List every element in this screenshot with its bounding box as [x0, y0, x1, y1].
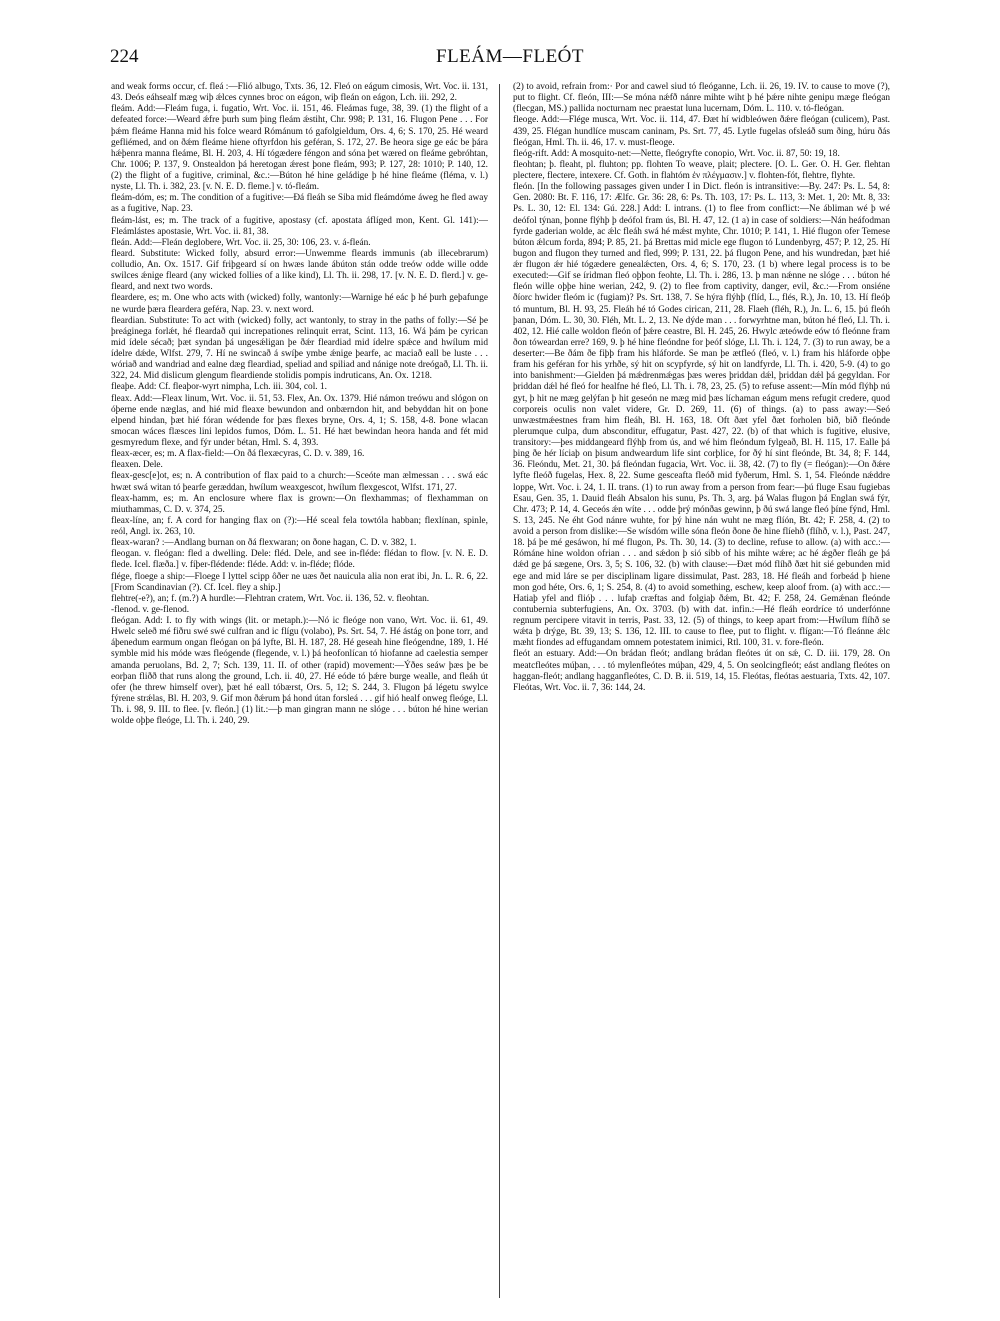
left-column	[111, 82, 488, 1307]
dictionary-entry: -flenod. v. ge-flenod.	[111, 604, 190, 615]
dictionary-entry: fleógan. Add: I. to fly with wings (lit. or metaph.):—Nó ic fleóge non vano, Wrt. Voc. ii. 61, 49. Hwelc seleð mé fiðru swé swé culfran and ic flígu (volabo), Ps. Srt. 54, 7. Hé ástág on þone torr, and áþenedum earmum ongan fleógan on þá lyfte, Bl. H. 187, 28. Hé geseah hine fleógendne, 189, 1. Hé symble mid his móde wæs fleógende (flegende, v. l.) þá heofonlícan tó hiofanne ad caelestia semper amanda peruolans, Bd. 2, 7; Sch. 139, 11. II. of other (rapid) movement:—Ýðes seáw þæs þe be eorþan fliðð that runs along the ground, Lch. ii. 40, 27. Hé eóde tó þǽre burge wealle, and fleáh út ofer (he threw himself over), þæt hé eall tóbærst, Ors. 5, 12; S. 244, 3. Flugon þá légetu swylce fýrene strǽlas, Bl. H. 203, 9. Gif mon ðǽrum þá hond útan forsleá . . . gif hió healf onweg fleóge, Ll. Th. i. 98, 9. III. to flee. [v. fleón.] (1) lit.:—þ man gingran mann ne slóge . . . búton hé hine werian wolde oþþe fleóge, Ll. Th. i. 240, 29.	[111, 616, 488, 727]
dictionary-entry: fleardere, es; m. One who acts with (wicked) folly, wantonly:—Warnige hé eác þ hé þurh geþafunge ne wurde þæra fleardera geféra, Nap. 23. v. next word.	[111, 293, 488, 315]
dictionary-entry: fleóg-rift. Add: A mosquito-net:—Nette, fleógryfte conopio, Wrt. Voc. ii. 87, 50: 19, 18.	[513, 148, 840, 159]
dictionary-entry: fleax-æcer, es; m. A flax-field:—On ðá flexæcyras, C. D. v. 389, 16.	[111, 449, 365, 460]
dictionary-entry: fleám-dóm, es; m. The condition of a fugitive:—Ðá fleáh se Siba mid fleámdóme áweg he fled away as a fugitive, Nap. 23.	[111, 193, 488, 215]
page-header	[110, 46, 910, 72]
dictionary-entry: flége, floege a ship:—Floege I lyttel scipp ôðer ne uæs ðet nauicula alia non erat ibi, Jn. L. R. 6, 22. [From Scandinavian (?). Cf. Icel. fley a ship.]	[111, 571, 488, 593]
dictionary-entry: fleohtan; þ. fleaht, pl. fluhton; pp. flohten To weave, plait; plectere. [O. L. Ger. O. H. Ger. flehtan plectere, flectere, intexere. Cf. Goth. in flahtóm ἐν πλέγμασιν.] v. flohten-fót, flehtre, flyhte.	[513, 159, 890, 181]
dictionary-entry: fleax-gesc[e]ot, es; n. A contribution of flax paid to a church:—Sceóte man ælmessan . . . swá eác hwæt swá witan tó þearfe geræddan, hwílum weaxgescot, hwílum flexgescot, Wlfst. 171, 27.	[111, 471, 488, 493]
dictionary-entry: fleax-hamm, es; m. An enclosure where flax is grown:—On flexhammas; of flexhamman on miuthammas, C. D. v. 374, 25.	[111, 493, 488, 515]
dictionary-entry: fleard. Substitute: Wicked folly, absurd error:—Unwemme fleards immunis (ab illecebrarum) colludio, An. Ox. 1517. Gif friþgeard sí on hwæs lande ábúton stán odde treów odde wille odde swilces ǽnige fleard (any wicked follies of a like kind), Ll. Th. ii. 298, 17. [v. N. E. D. flerd.] v. ge-fleard, and next two words.	[111, 248, 488, 293]
dictionary-entry: fleax-waran? :—Andlang burnan on ðá flexwaran; on ðone hagan, C. D. v. 382, 1.	[111, 538, 417, 549]
dictionary-entry: fleaþe. Add: Cf. fleaþor-wyrt nimpha, Lch. iii. 304, col. 1.	[111, 382, 327, 393]
dictionary-entry: fleax-líne, an; f. A cord for hanging flax on (?):—Hé sceal fela towtóla habban; flexlínan, spinle, reól, Angl. ix. 263, 10.	[111, 515, 488, 537]
right-column	[513, 82, 890, 1307]
dictionary-entry: fleón. [In the following passages given under I in Dict. fleón is intransitive:—By. 247: Ps. L. 54, 8: Gen. 2080: Bt. F. 116, 17: Ælfc. Gr. 36: 28, 6: Ps. Th. 103, 17: Ps. L. 113, 3: Met. 1, 20: Mt. 8, 33: Ps. L. 30, 12: El. 134: Gú. 228.] Add: I. intrans. (1) to flee from conflict:—Ne ábliman wé þ wé deófol týnan, þonne flýhþ þ deófol fram ús, Bl. H. 47, 12. (1 a) in case of soldiers:—Nán heáfodman fyrde gaderian wolde, ac ǽlc fleáh swá hé mǽst myhte, Chr. 1010; P. 141, 1. Hié flugon ofer Temese búton ǽlcum forda, 894; P. 85, 21. þá Brettas mid micle ege flugon tó Lundenbyrg, 457; P. 12, 25. Hí bugon and flugon they turned and fled, 999; P. 131, 22. þá flugon Pene, and his wundredan, þæt hié ǽr flugon ǽr hié tógædere genealǽcten, Ors. 4, 6; S. 170, 23. (1 b) where legal process is to be executed:—Gif se íridman fleó oþþon feohte, Ll. Th. i. 286, 13. þ man nǽnne ne slóge . . . búton hé fleón wille oþþe hine werian, 242, 9. (2) to flee from captivity, danger, evil, &c.:—From onsiéne ðíorc hwider fleóm ic (fugiam)? Ps. Srt. 138, 7. Se hýra flýhþ (flíd, L., flés, R.), Jn. 10, 13. Hí fleóþ tó muntum, Bl. H. 93, 25. Fleáh hé tó Godes cirican, 211, 28. Flaeh (fléh, R.), Jn. L. 6, 15. þú fleóh þanan, Dóm. L. 30, 30. Fléh, Mt. L. 2, 13. Ne dýde man . . . forwyrhtne man, búton hé fleó, Ll. Th. i. 402, 12. Hié calle woldon fleón of þǽre ceastre, Bl. H. 245, 26. Hwylc æteówde eów tó fleónne fram ðon tóweardan erre? 169, 9. þ hé hine fleóndne for þeóf slóge, Ll. Th. i. 124, 7. (3) to run away, be a deserter:—Be ðám ðe fiþþ fram his hláforde. Se man þe ætfleó (fleó, v. l.) fram his hláforde oþþe fram his geféran for his yrhðe, sý hit on scypfyrde, sý hit on landfyrde, Ll. Th. i. 420, 5-9. (4) to go into banishment:—Gielden þá mǽdrenmǽgas þæs weres þriddan dǽl, þriddan dǽl þá gegyldan. For þriddan dǽl hé fleó for healfne hé fleó, Ll. Th. i. 78, 23, 25. (5) to refuse assent:—Mín mód flýhþ nú gyt, þ hit ne mæg gelýfan þ hit geseón ne mæg mid þæs líchaman eágum mens refugit credere, quod corporeis oculis non valet videre, Gr. D. 269, 11. (6) of things. (a) to pass away:—Seó unwæstmǽestnes fram him fleáh, Bl. H. 163, 18. Oft ðæt yfel ðæt forholen bið, bið fleónde plerumque culpa, dum absconditur, effugatur, Past. 427, 22. (b) of that which is fugitive, elusive, transitory:—þes middangeard flýhþ from ús, and wé him fleóndum fylgeað, Bl. H. 115, 17. Ealle þá þing ðe hér líciaþ on þisum andweardum life sint corþlice, for ðý hí sint fleónde, Bt. 34, 8; F. 144, 36. Fleóndu, Met. 21, 30. þá fleóndan fugacia, Wrt. Voc. ii. 38, 42. (7) to fly (= fleógan):—On ðǽre lyfte fleóð fugelas, Hex. 8, 22. Sume gesceafta fleóð mid fyðerum, Hml. S. 1, 54. Fleónde nǽddre loppe, Wrt. Voc. i. 24, 1. II. trans. (1) to run away from a person from fear:—þú fluge Esau fugiebas Esau, Gen. 35, 1. Dauid fleáh Absalon his sunu, Ps. Th. 3, arg. þá Walas flugon þá Englan swá fýr, Chr. 473; P. 14, 4. Geceós ǽn wíte . . . odde þrý mónðas gewinn, þ ðú swá lange fleó þíne fýnd, Hml. S. 13, 245. Ne éht God nánre wuhte, for þý hine nán wuht ne mæg flíón, Bt. 42; F. 258, 4. (2) to avoid a person from dislike:—Se wísdóm wille sóna fleón ðone ðe hine flíehð (flíhð, v. l.), Past. 247, 18. þá þe mé gesáwon, hí mé flugon, Ps. Th. 30, 14. (3) to decline, refuse to allow. (a) with acc.:—Rómáne hine woldon ofrian . . . and sǽdon þ sió sibb of his mihte wǽre; ac hé ǽgðer fleáh ge þá dǽd ge þá sægene, Ors. 3, 5; S. 106, 32. (b) with clause:—Ðæt mód flíhð ðæt hit sié gebunden mid ege and mid láre se per disciplinam ligare dissimulat, Past. 283, 18. Hé fleáh and forbeád þ hiene mon god héte, Ors. 6, 1; S. 254, 8. (4) to avoid something, eschew, keep aloof from. (a) with acc.:—Hatiaþ yfel and flióþ . . . lufaþ cræftas and folgiaþ ðǽm, Bt. 42; F. 258, 24. Gemǽnan fleónde contubernia subterfugiens, An. Ox. 3703. (b) with dat. infin.:—Hé fleáh eordríce tó underfónne regnum percipere vitavit in terris, Past. 33, 12. (5) of things, to keep apart from:—Hwílum flíhð se wǽta þ drýge, Bt. 39, 13; S. 136, 12. III. to cause to flee, put to flight. v. flígan:—Tó fleánne ǽlc mæht fiondes ad effugandam omnem potestatem inimici, Rtl. 100, 31. v. fore-fleón.	[513, 182, 890, 649]
dictionary-entry: fleax. Add:—Fleax linum, Wrt. Voc. ii. 51, 53. Flex, An. Ox. 1379. Hié námon treówu and slógon on óþerne ende næglas, and hié mid fleaxe bewundon and onbærndon hit, and bebyddan hit on þone elpend hindan, þæt hié fóran wédende for þæs flexes bryne, Ors. 4, 1; S. 158, 4-8. Þone wlacan smocan wáces flæsces lini lepidos fumos, Dóm. L. 51. Hé hæt bewindan heora handa and fét mid gesmyredum flexe, and fýr under bétan, Hml. S. 4, 393.	[111, 393, 488, 448]
dictionary-entry: (2) to avoid, refrain from:· Por and cawel siud tó fleóganne, Lch. ii. 26, 19. IV. to cause to move (?), put to flight. Cf. fleón, III:—Se móna nǽfð nánre mihte wiht þ hé þǽre nihte genipu mæge fleógan (flecgan, MS.) pallida nocturnam nec praestat luna lucernam, Dóm. L. 110. v. tó-fleógan.	[513, 82, 890, 115]
dictionary-entry: fleám-lást, es; m. The track of a fugitive, apostasy (cf. apostata áflíged mon, Kent. Gl. 141):—Fleámlástes apostasie, Wrt. Voc. ii. 81, 38.	[111, 215, 488, 237]
dictionary-entry: fleám. Add:—Fleám fuga, i. fugatio, Wrt. Voc. ii. 151, 46. Fleámas fuge, 38, 39. (1) the flight of a defeated force:—Weard ǽfre þurh sum þing fleám ǽstiht, Chr. 998; P. 131, 16. Flugon Pene . . . For þǽm fleáme Hanna mid his folce weard Rómánum tó gafolgieldum, Ors. 4, 6; S. 170, 25. Hé weard gefliémed, and on ðǽm fleáme hiene oftyrfdon his geféran, S. 172, 27. Be heora sige ge eác be þára hǽþenra manna fleáme, Bl. H. 203, 4. Hí tógædere féngon and sóna þet wæred on fleáme gebróhtan, Chr. 1006; P. 137, 9. Onstealdon þá heretogan ǽrest þone fleám, 993; P. 127, 28: 1010; P. 140, 12. (2) the flight of a fugitive, criminal, &c.:—Búton hé hine geládige þ hé hine fleáme (fléma, v. l.) nyste, Ll. Th. i. 382, 23. [v. N. E. D. fleme.] v. tó-fleám.	[111, 104, 488, 193]
dictionary-entry: fleaxen. Dele.	[111, 460, 163, 471]
dictionary-entry: fleán. Add:—Fleán deglobere, Wrt. Voc. ii. 25, 30: 106, 23. v. á-fleán.	[111, 237, 371, 248]
dictionary-entry: fleardian. Substitute: To act with (wicked) folly, act wantonly, to stray in the paths of folly:—Sé þe þreáginega forlǽt, hé fleardað qui increpationes relinquit errat, Scint. 113, 16. Wá þám þe cyrican mid ídele sécað; þæt syndan þá ungesǽligan þe ðǽr fleardiad mid ídelre spǽce and hwílum mid ídelre dǽde, Wlfst. 279, 7. Hí ne swincað á swíþe ymbe ǽnige þearfe, ac maciað eall be luste . . . wóriað and wandriad and ealne dæg fleardiad, speliad and spiliad and nánige note dreógað, Ll. Th. ii. 322, 24. Mid dislicum glengum fleardiende stolidis pompis indruticans, An. Ox. 1218.	[111, 315, 488, 382]
dictionary-entry: fleót an estuary. Add:—On brádan fleót; andlang brádan fleótes út on sǽ, C. D. iii. 179, 28. On meatcfleótes múþan, . . . tó mylenfleótes múþan, 429, 4, 5. On seolcingfleót; eást andlang fleótes on haggan-fleót; andlang hagganfleótes, C. D. B. ii. 519, 14, 15. Fleótas, fleótas aestuaria, Txts. 42, 107. Fleótas, Wrt. Voc. ii. 7, 36: 144, 24.	[513, 649, 890, 693]
dictionary-entry: fleoge. Add:—Flége musca, Wrt. Voc. ii. 114, 47. Ðæt hí widbleówen ðǽre fleógan (culicem), Past. 439, 25. Flégan hundlíce muscam caninam, Ps. Srt. 77, 45. Lytle fugelas ofsleáð sum ðing, húru ðás fleógan, Hml. Th. ii. 46, 17. v. must-fleoge.	[513, 115, 890, 148]
dictionary-entry: and weak forms occur, cf. fleá :—Flió albugo, Txts. 36, 12. Fleó on eágum cimosis, Wrt. Voc. ii. 131, 43. Deós eáhsealf mæg wiþ ǽlces cynnes broc on eágon, wiþ fleán on eágon, Lch. iii. 292, 2.	[111, 82, 488, 104]
dictionary-entry: fleogan. v. fleógan: fled a dwelling. Dele: fléd. Dele, and see in-fléde: flédan to flow. [v. N. E. D. flede. Icel. flæða.] v. fíþer-flédende: fléde. Add: v. in-fléde; flóde.	[111, 549, 488, 571]
page-number: 224	[110, 46, 139, 67]
column-divider	[499, 84, 500, 1298]
dictionary-entry: flehtre(-e?), an; f. (m.?) A hurdle:—Flehtran cratem, Wrt. Voc. ii. 136, 52. v. fleohtan.	[111, 593, 430, 604]
running-title: FLEÁM—FLEÓT	[436, 46, 584, 67]
